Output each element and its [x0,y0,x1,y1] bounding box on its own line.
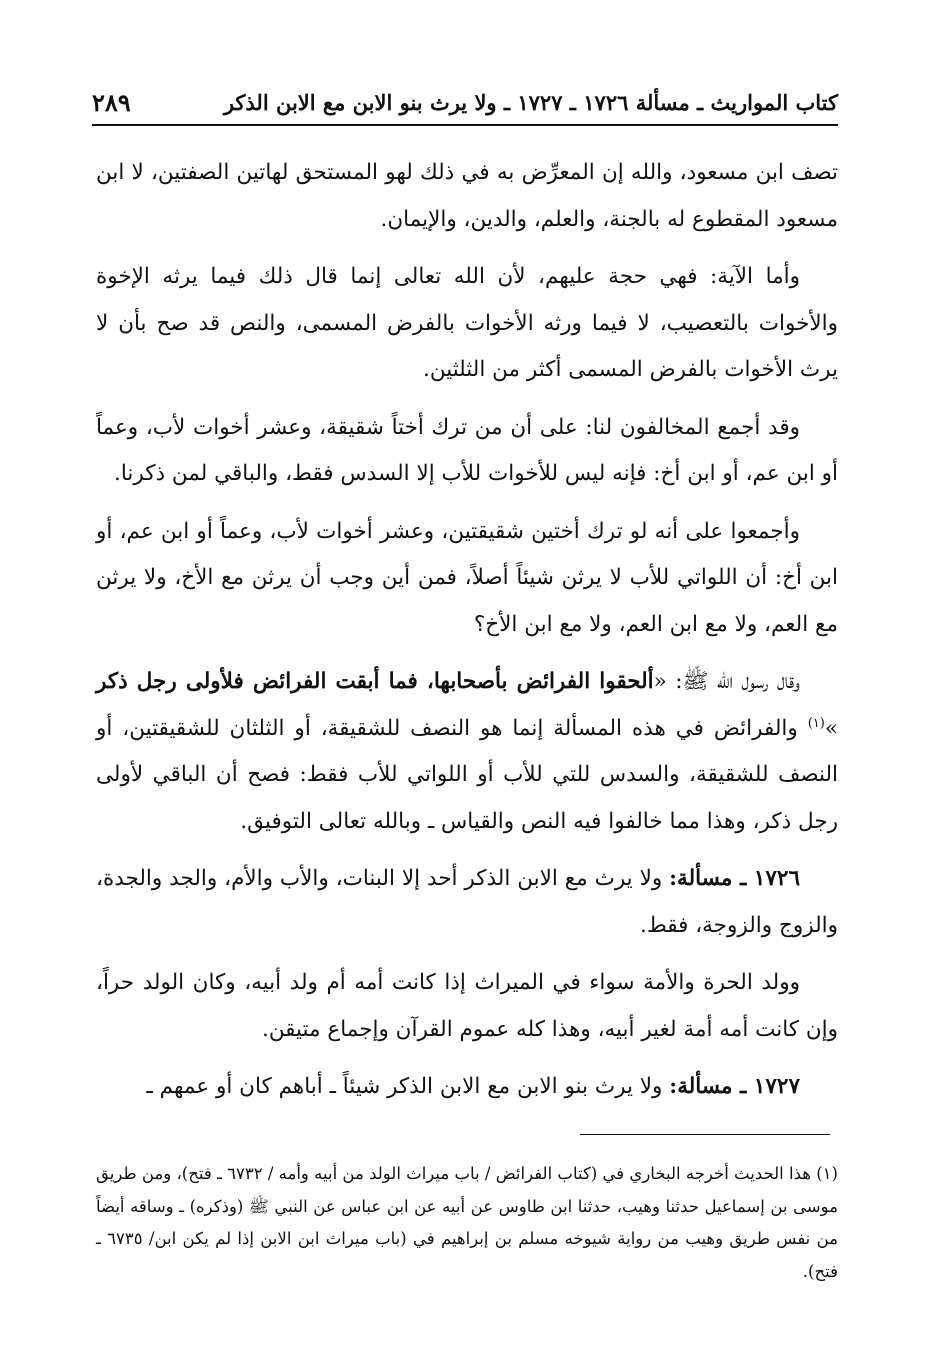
paragraph-7: وولد الحرة والأمة سواء في الميراث إذا كانت أمه أم ولد أبيه، وكان الولد حراً، وإن كانت أمه أمة لغير أبيه، وهذا كله عموم القرآن وإجماع متيقن. [96,970,838,1042]
page-number: ٢٨٩ [92,87,131,117]
header-rule [92,124,838,126]
paragraph-5 [96,659,838,845]
main-text [96,150,838,1122]
footnote-1: (١) هذا الحديث أخرجه البخاري في (كتاب الفرائض / باب ميراث الولد من أبيه وأمه / ٦٧٣٢ ـ فتح)، ومن طريق موسى بن إسماعيل حدثنا وهيب، حدثنا ابن طاوس عن أبيه عن ابن عباس عن النبي ﷺ (وذكره) ـ وساقه أيضاً من نفس طريق وهيب من رواية شيوخه مسلم بن إبراهيم في (باب ميراث ابن الابن إذا لم يكن ابن/ ٦٧٣٥ ـ فتح). [96,1164,838,1281]
footnote-reference[interactable]: (١) [807,715,825,731]
running-header [92,82,838,122]
paragraph-2: وأما الآية: فهي حجة عليهم، لأن الله تعالى إنما قال ذلك فيما يرثه الإخوة والأخوات بالتعصيب، لا فيما ورثه الأخوات بالفرض المسمى، والنص قد صح بأن لا يرث الأخوات بالفرض المسمى أكثر من الثلثين. [96,264,838,382]
issue-1727 [96,1064,838,1111]
issue-1726-text: ولا يرث مع الابن الذكر أحد إلا البنات، والأب والأم، والجد والجدة، والزوج والزوجة، فقط. [96,866,838,938]
paragraph-3: وقد أجمع المخالفون لنا: على أن من ترك أختاً شقيقة، وعشر أخوات لأب، وعماً أو ابن عم، أو ابن أخ: فإنه ليس للأخوات للأب إلا السدس فقط، والباقي لمن ذكرنا. [96,414,838,486]
hadith-close: » [824,715,838,741]
issue-1727-label: ١٧٢٧ ـ مسألة: [669,1074,800,1099]
header-title: كتاب المواريث ـ مسألة ١٧٢٦ ـ ١٧٢٧ ـ ولا يرث بنو الابن مع الابن الذكر [223,89,838,115]
issue-1726 [96,856,838,949]
footnote-separator [580,1134,830,1135]
paragraph-1: تصف ابن مسعود، والله إن المعرِّض به في ذلك لهو المستحق لهاتين الصفتين، لا ابن مسعود المقطوع له بالجنة، والعلم، والدين، والإيمان. [96,160,838,232]
hadith-intro: وقال رسول الله ﷺ: « [653,669,800,694]
paragraph-4: وأجمعوا على أنه لو ترك أختين شقيقتين، وعشر أخوات لأب، وعماً أو ابن عم، أو ابن أخ: أن اللواتي للأب لا يرثن شيئاً أصلاً، فمن أين وجب أن يرثن مع الأخ، ولا يرثن مع العم، ولا مع ابن العم، ولا مع ابن الأخ؟ [96,518,838,637]
hadith-quote: ألحقوا الفرائض بأصحابها، فما أبقت الفرائض فلأولى رجل ذكر [96,669,654,694]
issue-1726-label: ١٧٢٦ ـ مسألة: [669,866,800,891]
paragraph-5-rest: والفرائض في هذه المسألة إنما هو النصف للشقيقة، أو الثلثان للشقيقتين، أو النصف للشقيقة، والسدس للتي للأب أو اللواتي للأب فقط: فصح أن الباقي لأولى رجل ذكر، وهذا مما خالفوا فيه النص والقياس ـ وبالله تعالى التوفيق. [96,715,838,834]
issue-1727-text: ولا يرث بنو الابن مع الابن الذكر شيئاً ـ أباهم كان أو عمهم ـ [146,1074,670,1099]
